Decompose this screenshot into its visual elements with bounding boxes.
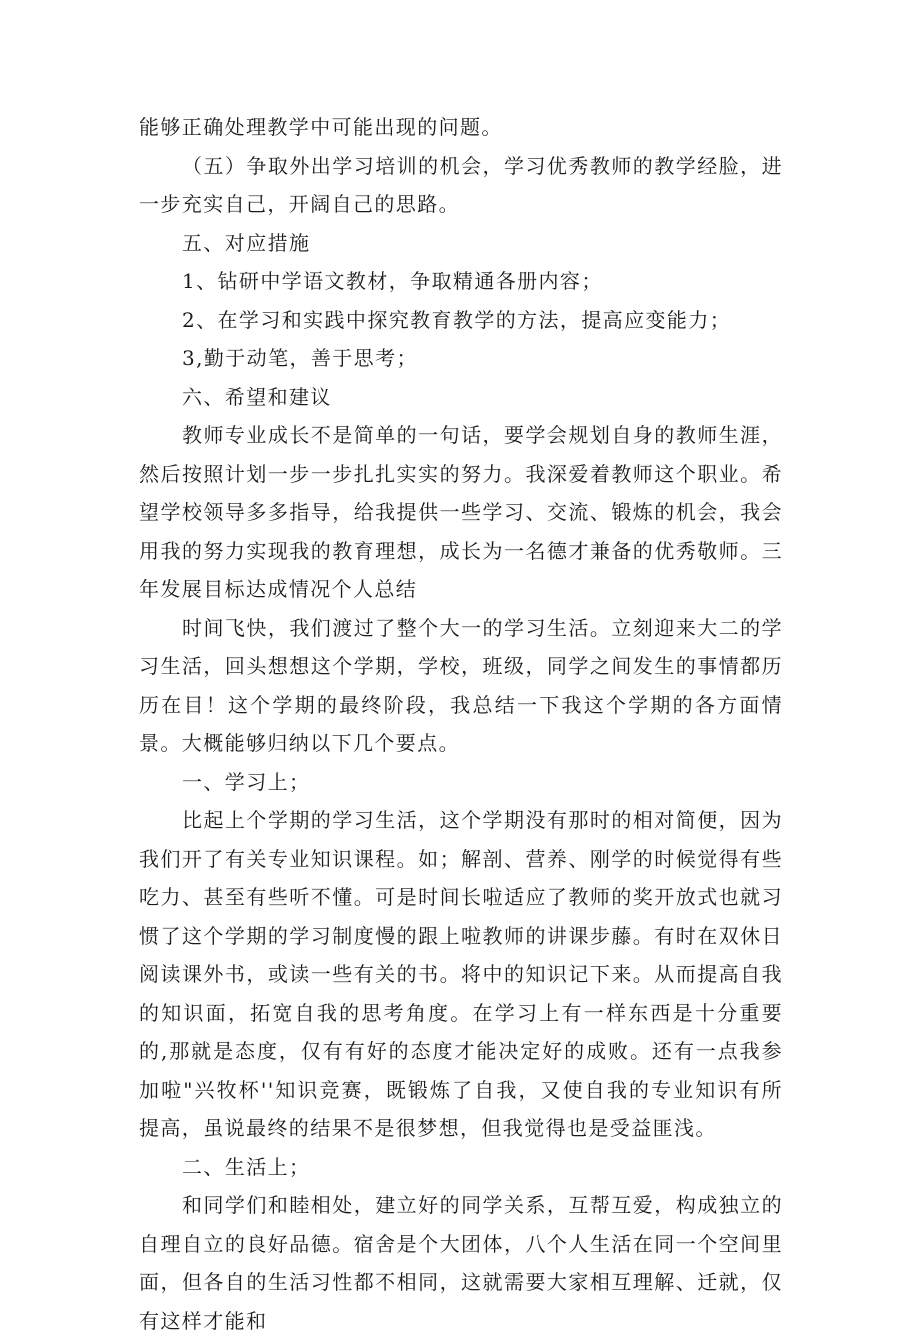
- measure-item-3: 3,勤于动笔，善于思考；: [182, 346, 418, 370]
- paragraph-item-five: （五）争取外出学习培训的机会，学习优秀教师的教学经脸，进一步充实自己，开阔自己的思路。: [139, 153, 783, 216]
- section-heading-hopes: 六、希望和建议: [182, 384, 332, 409]
- section-heading-measures: 五、对应措施: [182, 230, 311, 255]
- paragraph-summary-intro: 时间飞快，我们渡过了整个大一的学习生活。立刻迎来大二的学习生活，回头想想这个学期，学校，班级，同学之间发生的事情都历历在目！这个学期的最终阶段，我总结一下我这个学期的各方面情景。大概能够归纳以下几个要点。: [139, 615, 783, 755]
- paragraph-hopes: 教师专业成长不是简单的一句话，要学会规划自身的教师生涯，然后按照计划一步一步扎扎实实的努力。我深爱着教师这个职业。希望学校领导多多指导，给我提供一些学习、交流、锻炼的机会，我会用我的努力实现我的教育理想，成长为一名德才兼备的优秀敬师。三年发展目标达成情况个人总结: [139, 423, 783, 601]
- paragraph-study: 比起上个学期的学习生活，这个学期没有那时的相对简便，因为我们开了有关专业知识课程。如；解剖、营养、刚学的时候觉得有些吃力、甚至有些听不懂。可是时间长啦适应了教师的奖开放式也就习惯了这个学期的学习制度慢的跟上啦教师的讲课步藤。有时在双休日阅读课外书，或读一些有关的书。将中的知识记下来。从而提高自我的知识面，拓宽自我的思考角度。在学习上有一样东西是十分重要的,那就是态度，仅有有好的态度才能决定好的成败。还有一点我参加啦"兴牧杯''知识竞赛，既锻炼了自我，又使自我的专业知识有所提高，虽说最终的结果不是很梦想，但我觉得也是受益匪浅。: [139, 808, 783, 1140]
- measure-item-2: 2、在学习和实践中探究教育教学的方法，提高应变能力；: [182, 307, 732, 332]
- section-heading-study: 一、学习上；: [182, 769, 311, 794]
- paragraph-life: 和同学们和睦相处，建立好的同学关系，互帮互爱，构成独立的自理自立的良好品德。宿舍是个大团体，八个人生活在同一个空间里面，但各自的生活习性都不相同，这就需要大家相互理解、迁就，仅有这样才能和: [139, 1193, 783, 1333]
- section-heading-life: 二、生活上；: [182, 1154, 311, 1179]
- document-body: [139, 108, 783, 1340]
- paragraph-continuation: 能够正确处理教学中可能出现的问题。: [139, 115, 503, 139]
- measure-item-1: 1、钻研中学语文教材，争取精通各册内容；: [182, 269, 603, 293]
